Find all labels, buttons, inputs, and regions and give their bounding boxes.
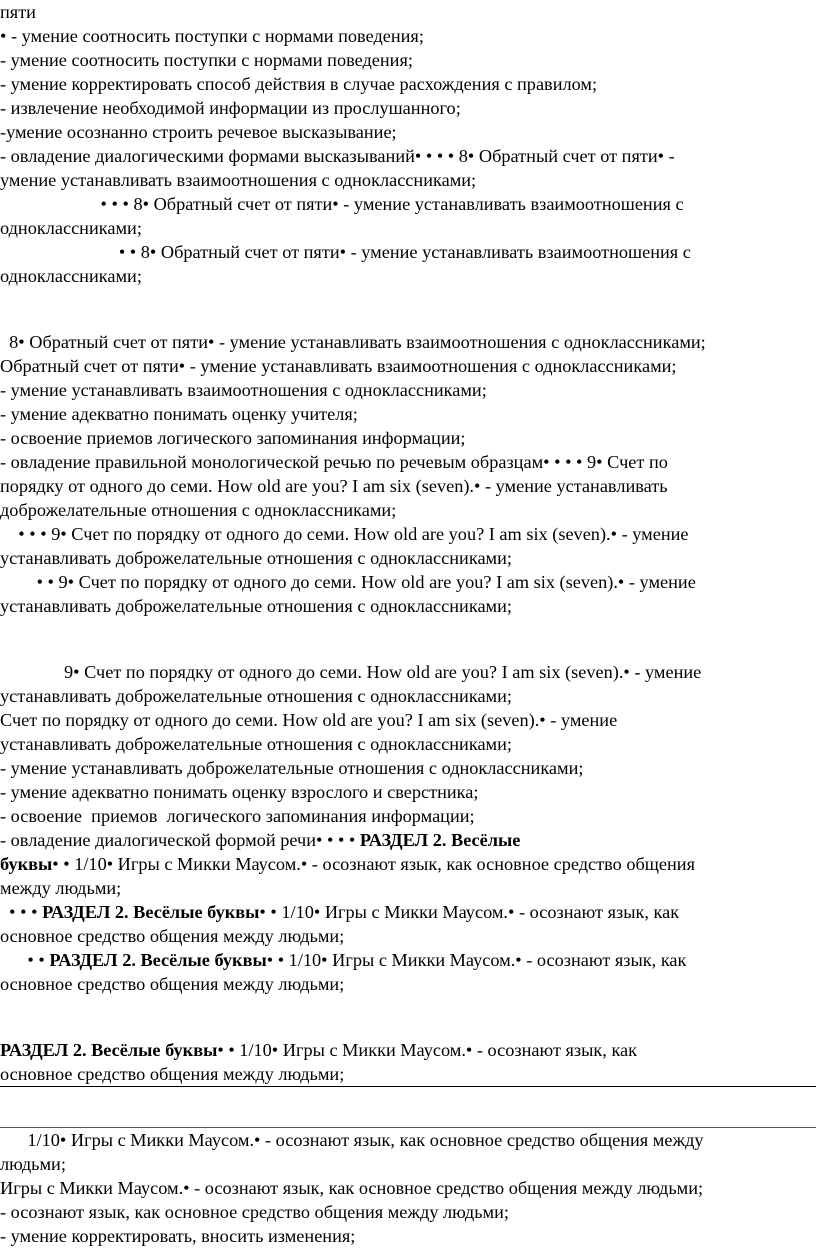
text-line: - умение корректировать способ действия в случае расхождения с правилом; (0, 74, 598, 94)
text-line: основное средство общения между людьми; (0, 926, 345, 946)
text-line: людьми; (0, 1154, 66, 1174)
text-line: -умение осознанно строить речевое высказывание; (0, 122, 397, 142)
text-line: - овладение диалогическими формами высказываний• • • • 8• Обратный счет от пяти• - (0, 146, 675, 166)
text-line: устанавливать доброжелательные отношения с одноклассниками; (0, 596, 512, 616)
text-line: - осознают язык, как основное средство общения между людьми; (0, 1202, 509, 1222)
text-line: • • • 9• Счет по порядку от одного до семи. How old are you? I am six (seven).• - умение (0, 524, 689, 544)
text-line (0, 1038, 816, 1062)
section-heading: буквы (0, 854, 53, 874)
text-line: - умение соотносить поступки с нормами поведения; (0, 50, 413, 70)
text-line: одноклассниками; (0, 218, 142, 238)
text-run: • • • (0, 902, 43, 922)
text-line: основное средство общения между людьми; (0, 974, 345, 994)
text-line: - освоение приемов логического запоминания информации; (0, 428, 466, 448)
text-line: пяти (0, 2, 36, 22)
section-heading: РАЗДЕЛ 2. Весёлые буквы (0, 1040, 218, 1060)
text-run: • • 1/10• Игры с Микки Маусом.• - осознают язык, как (259, 902, 680, 922)
text-line: - умение устанавливать взаимоотношения с одноклассниками; (0, 380, 487, 400)
text-line: устанавливать доброжелательные отношения с одноклассниками; (0, 734, 512, 754)
text-run: • • 1/10• Игры с Микки Маусом.• - осознают язык, как (266, 950, 687, 970)
text-line (0, 948, 816, 972)
text-line: - умение устанавливать доброжелательные отношения с одноклассниками; (0, 758, 584, 778)
text-run: • • 1/10• Игры с Микки Маусом.• - осознают язык, как основное средство общения (52, 854, 695, 874)
section-heading: РАЗДЕЛ 2. Весёлые (359, 830, 521, 850)
text-line: 9• Счет по порядку от одного до семи. How old are you? I am six (seven).• - умение (0, 662, 702, 682)
text-line: 1/10• Игры с Микки Маусом.• - осознают язык, как основное средство общения между (0, 1130, 704, 1150)
text-line (0, 828, 816, 852)
text-line: 8• Обратный счет от пяти• - умение устанавливать взаимоотношения с одноклассниками; (0, 332, 706, 352)
text-line: Игры с Микки Маусом.• - осознают язык, как основное средство общения между людьми; (0, 1178, 704, 1198)
horizontal-rule (0, 1086, 816, 1087)
text-line: - овладение правильной монологической речью по речевым образцам• • • • 9• Счет по (0, 452, 668, 472)
text-line: порядку от одного до семи. How old are you? I am six (seven).• - умение устанавливать (0, 476, 668, 496)
text-line: - умение корректировать, вносить изменения; (0, 1226, 356, 1246)
text-line: умение устанавливать взаимоотношения с одноклассниками; (0, 170, 477, 190)
text-line: • - умение соотносить поступки с нормами поведения; (0, 26, 424, 46)
text-line: - умение адекватно понимать оценку взрослого и сверстника; (0, 782, 479, 802)
text-line (0, 852, 816, 876)
text-line: Счет по порядку от одного до семи. How old are you? I am six (seven).• - умение (0, 710, 618, 730)
text-run: - овладение диалогической формой речи• • • • (0, 830, 360, 850)
text-line: - умение адекватно понимать оценку учителя; (0, 404, 358, 424)
text-line: • • 8• Обратный счет от пяти• - умение устанавливать взаимоотношения с (0, 242, 691, 262)
text-line: доброжелательные отношения с одноклассниками; (0, 500, 397, 520)
text-line: Обратный счет от пяти• - умение устанавливать взаимоотношения с одноклассниками; (0, 356, 677, 376)
text-line: основное средство общения между людьми; (0, 1064, 345, 1084)
text-line: • • 9• Счет по порядку от одного до семи. How old are you? I am six (seven).• - умение (0, 572, 696, 592)
section-heading: РАЗДЕЛ 2. Весёлые буквы (42, 902, 260, 922)
text-line: устанавливать доброжелательные отношения с одноклассниками; (0, 548, 512, 568)
text-line: между людьми; (0, 878, 122, 898)
text-line: • • • 8• Обратный счет от пяти• - умение устанавливать взаимоотношения с (0, 194, 684, 214)
text-line (0, 900, 816, 924)
text-line: устанавливать доброжелательные отношения с одноклассниками; (0, 686, 512, 706)
text-line: - извлечение необходимой информации из прослушанного; (0, 98, 461, 118)
text-run: • • (0, 950, 50, 970)
text-line: - освоение приемов логического запоминания информации; (0, 806, 475, 826)
text-line: одноклассниками; (0, 266, 142, 286)
text-run: • • 1/10• Игры с Микки Маусом.• - осознают язык, как (217, 1040, 638, 1060)
section-heading: РАЗДЕЛ 2. Весёлые буквы (49, 950, 267, 970)
